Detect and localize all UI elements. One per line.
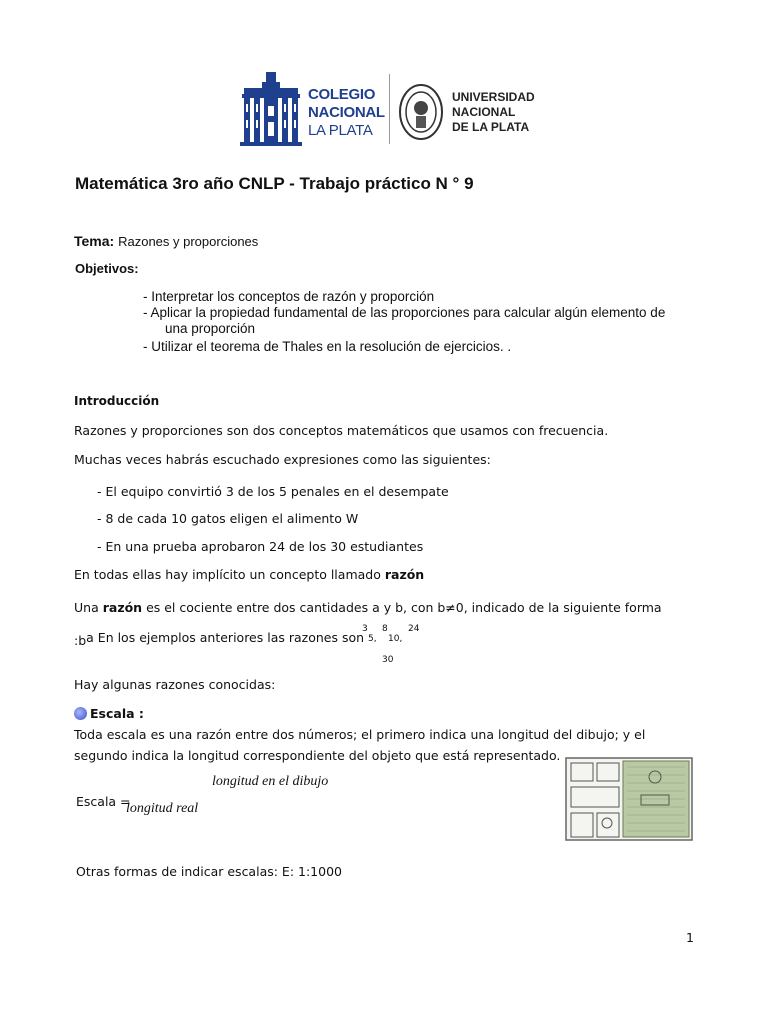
example-item-1: - El equipo convirtió 3 de los 5 penales en el desempate xyxy=(97,484,449,499)
objetivo-item-1: - Interpretar los conceptos de razón y proporción xyxy=(143,289,435,304)
colegio-name xyxy=(308,86,385,140)
objetivo-item-2-cont: una proporción xyxy=(165,321,256,336)
definition-pre: Una xyxy=(74,600,103,615)
universidad-name xyxy=(452,90,535,135)
bullet-icon xyxy=(74,707,87,720)
escala-formula-label: Escala = xyxy=(76,794,131,809)
fraction-1-num: 3 xyxy=(362,624,368,634)
razon-line xyxy=(74,567,424,582)
page-title: Matemática 3ro año CNLP - Trabajo práctico N ° 9 xyxy=(75,174,474,193)
colegio-line-1: COLEGIO xyxy=(308,86,376,103)
example-item-3: - En una prueba aprobaron 24 de los 30 estudiantes xyxy=(97,539,424,554)
definition-bold: razón xyxy=(102,600,143,615)
fraction-group xyxy=(362,624,422,669)
intro-paragraph-2: Muchas veces habrás escuchado expresiones como las siguientes: xyxy=(74,452,491,467)
known-ratios: Hay algunas razones conocidas: xyxy=(74,677,276,692)
colegio-building-logo xyxy=(240,70,302,146)
logo-divider xyxy=(389,74,390,144)
objetivos-label: Objetivos: xyxy=(75,261,139,276)
definition-line xyxy=(74,600,662,615)
fraction-2-num: 8 xyxy=(382,624,388,634)
universidad-seal-logo xyxy=(398,82,444,142)
colegio-line-2: NACIONAL xyxy=(308,104,385,121)
tema-label: Tema: xyxy=(74,233,115,249)
escala-description-1: Toda escala es una razón entre dos números; el primero indica una longitud del dibujo; y el xyxy=(74,727,646,742)
universidad-line-3: DE LA PLATA xyxy=(452,120,530,134)
page-number: 1 xyxy=(686,930,694,945)
intro-paragraph-1: Razones y proporciones son dos conceptos matemáticos que usamos con frecuencia. xyxy=(74,423,609,438)
definition-post: es el cociente entre dos cantidades a y b, con b≠0, indicado de la siguiente forma xyxy=(142,600,662,615)
fraction-1-den: 5, xyxy=(368,634,377,644)
universidad-line-1: UNIVERSIDAD xyxy=(452,90,535,104)
universidad-line-2: NACIONAL xyxy=(452,105,516,119)
escala-label: Escala : xyxy=(90,706,144,721)
example-item-2: - 8 de cada 10 gatos eligen el alimento W xyxy=(97,511,359,526)
fraction-2-den: 10, xyxy=(388,634,403,644)
escala-heading xyxy=(74,706,144,721)
definition-b: :b xyxy=(74,633,87,648)
otras-formas: Otras formas de indicar escalas: E: 1:1000 xyxy=(76,864,342,879)
tema-value: Razones y proporciones xyxy=(118,234,259,249)
escala-numerator: longitud en el dibujo xyxy=(212,774,329,789)
floor-plan-image xyxy=(565,757,693,841)
razon-line-text: En todas ellas hay implícito un concepto llamado xyxy=(74,567,385,582)
fraction-3-den: 30 xyxy=(382,655,394,665)
fraction-3-num: 24 xyxy=(408,624,420,634)
header-logos xyxy=(240,70,540,148)
escala-denominator: longitud real xyxy=(126,801,199,816)
definition-text: a En los ejemplos anteriores las razones son xyxy=(86,630,365,645)
intro-heading: Introducción xyxy=(74,394,160,408)
escala-description-2: segundo indica la longitud correspondiente del objeto que está representado. xyxy=(74,748,561,763)
objetivo-item-2: - Aplicar la propiedad fundamental de las proporciones para calcular algún elemento de xyxy=(143,305,666,320)
tema-line xyxy=(74,233,258,249)
colegio-line-3: LA PLATA xyxy=(308,122,373,139)
objetivo-item-3: - Utilizar el teorema de Thales en la resolución de ejercicios. . xyxy=(143,339,512,354)
definition-line-2 xyxy=(74,630,365,648)
razon-line-bold: razón xyxy=(384,567,425,582)
